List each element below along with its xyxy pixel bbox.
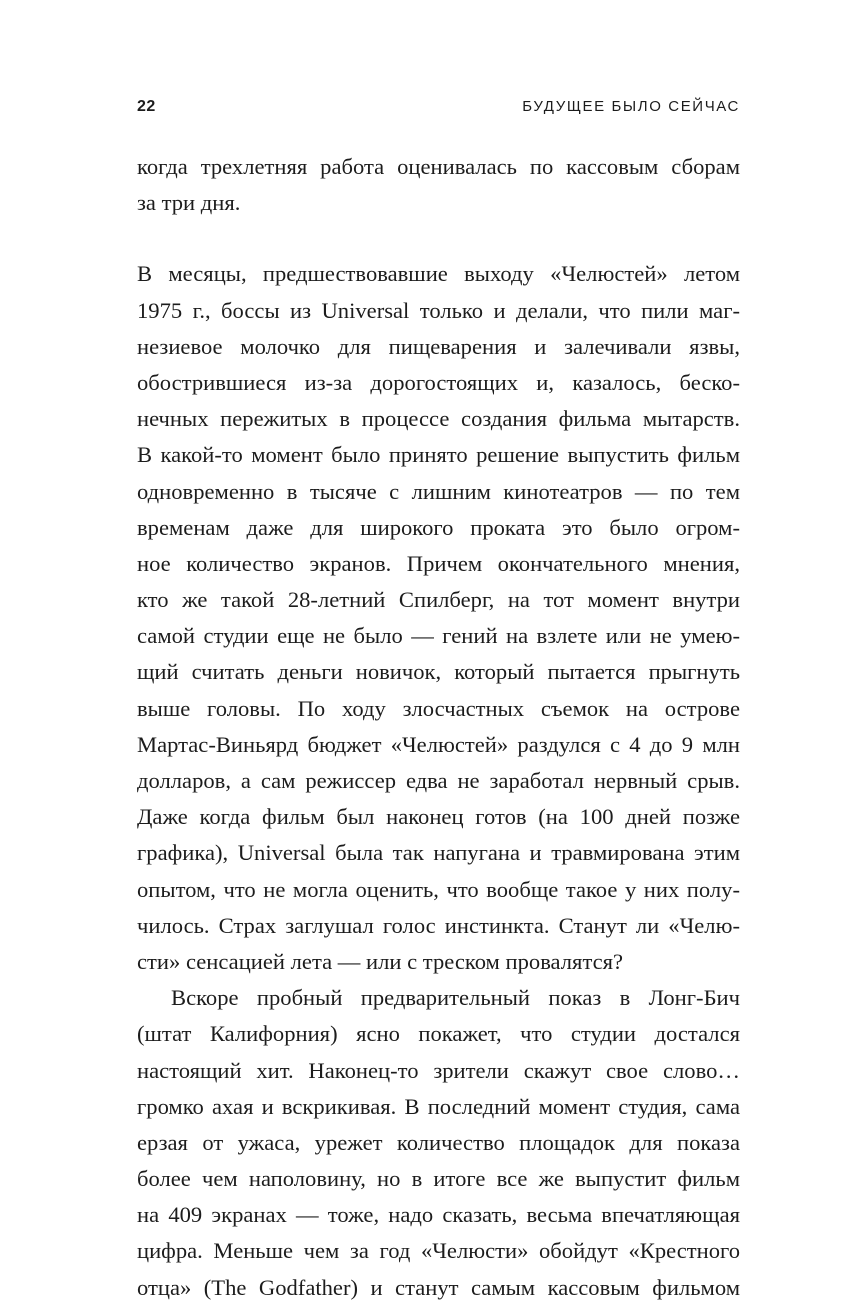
page-header	[137, 98, 740, 120]
text-line: одновременно в тысяче с лишним кинотеатров — по тем	[137, 478, 740, 504]
text-line: ное количество экранов. Причем окончательного мнения,	[137, 550, 740, 576]
text-line: выше головы. По ходу злосчастных съемок на острове	[137, 695, 740, 721]
text-line: когда трехлетняя работа оценивалась по кассовым сборам	[137, 154, 740, 179]
text-line: Мартас-Виньярд бюджет «Челюстей» раздулся с 4 до 9 млн	[137, 731, 740, 757]
paragraph-2	[137, 256, 740, 980]
text-line: самой студии еще не было — гений на взлете или не умею-	[137, 623, 740, 649]
text-line: ерзая от ужаса, урежет количество площадок для показа	[137, 1129, 740, 1155]
text-line: временам даже для широкого проката это было огром-	[137, 514, 740, 540]
text-line: щий считать деньги новичок, который пытается прыгнуть	[137, 659, 740, 685]
text-line: нечных пережитых в процессе создания фильма мытарств.	[137, 406, 740, 432]
text-line: графика), Universal была так напугана и травмирована этим	[137, 840, 740, 866]
text-line: отца» (The Godfather) и станут самым кассовым фильмом	[137, 1274, 740, 1300]
text-line: (штат Калифорния) ясно покажет, что студии достался	[137, 1021, 740, 1047]
text-line: более чем наполовину, но в итоге все же выпустит фильм	[137, 1166, 740, 1192]
text-line: сти» сенсацией лета — или с треском провалятся?	[137, 948, 624, 974]
text-line: опытом, что не могла оценить, что вообще такое у них полу-	[137, 876, 740, 902]
text-line: В месяцы, предшествовавшие выходу «Челюстей» летом	[137, 261, 740, 287]
text-line: долларов, а сам режиссер едва не заработал нервный срыв.	[137, 768, 740, 793]
page-number: 22	[137, 98, 156, 115]
text-line: Даже когда фильм был наконец готов (на 100 дней позже	[137, 804, 740, 830]
text-line: 1975 г., боссы из Universal только и делали, что пили маг-	[137, 297, 740, 323]
text-line: цифра. Меньше чем за год «Челюсти» обойдут «Крестного	[137, 1238, 740, 1264]
text-line: незиевое молочко для пищеварения и залечивали язвы,	[137, 333, 740, 359]
paragraph-3	[137, 980, 740, 1306]
text-line: Вскоре пробный предварительный показ в Лонг-Бич	[171, 985, 740, 1011]
text-line: чилось. Страх заглушал голос инстинкта. Станут ли «Челю-	[137, 912, 740, 938]
text-line: В какой-то момент было принято решение выпустить фильм	[137, 442, 740, 468]
text-line: на 409 экранах — тоже, надо сказать, весьма впечатляющая	[137, 1202, 740, 1228]
text-line: обострившиеся из-за дорогостоящих и, казалось, беско-	[137, 369, 740, 395]
text-line: кто же такой 28-летний Спилберг, на тот момент внутри	[137, 587, 740, 613]
paragraph-break	[137, 221, 740, 256]
body-text	[137, 149, 740, 1306]
running-head: БУДУЩЕЕ БЫЛО СЕЙЧАС	[522, 98, 740, 115]
text-line: настоящий хит. Наконец-то зрители скажут свое слово…	[137, 1057, 740, 1083]
paragraph-1	[137, 149, 740, 221]
text-line: за три дня.	[137, 190, 241, 216]
text-line: громко ахая и вскрикивая. В последний момент студия, сама	[137, 1093, 740, 1119]
